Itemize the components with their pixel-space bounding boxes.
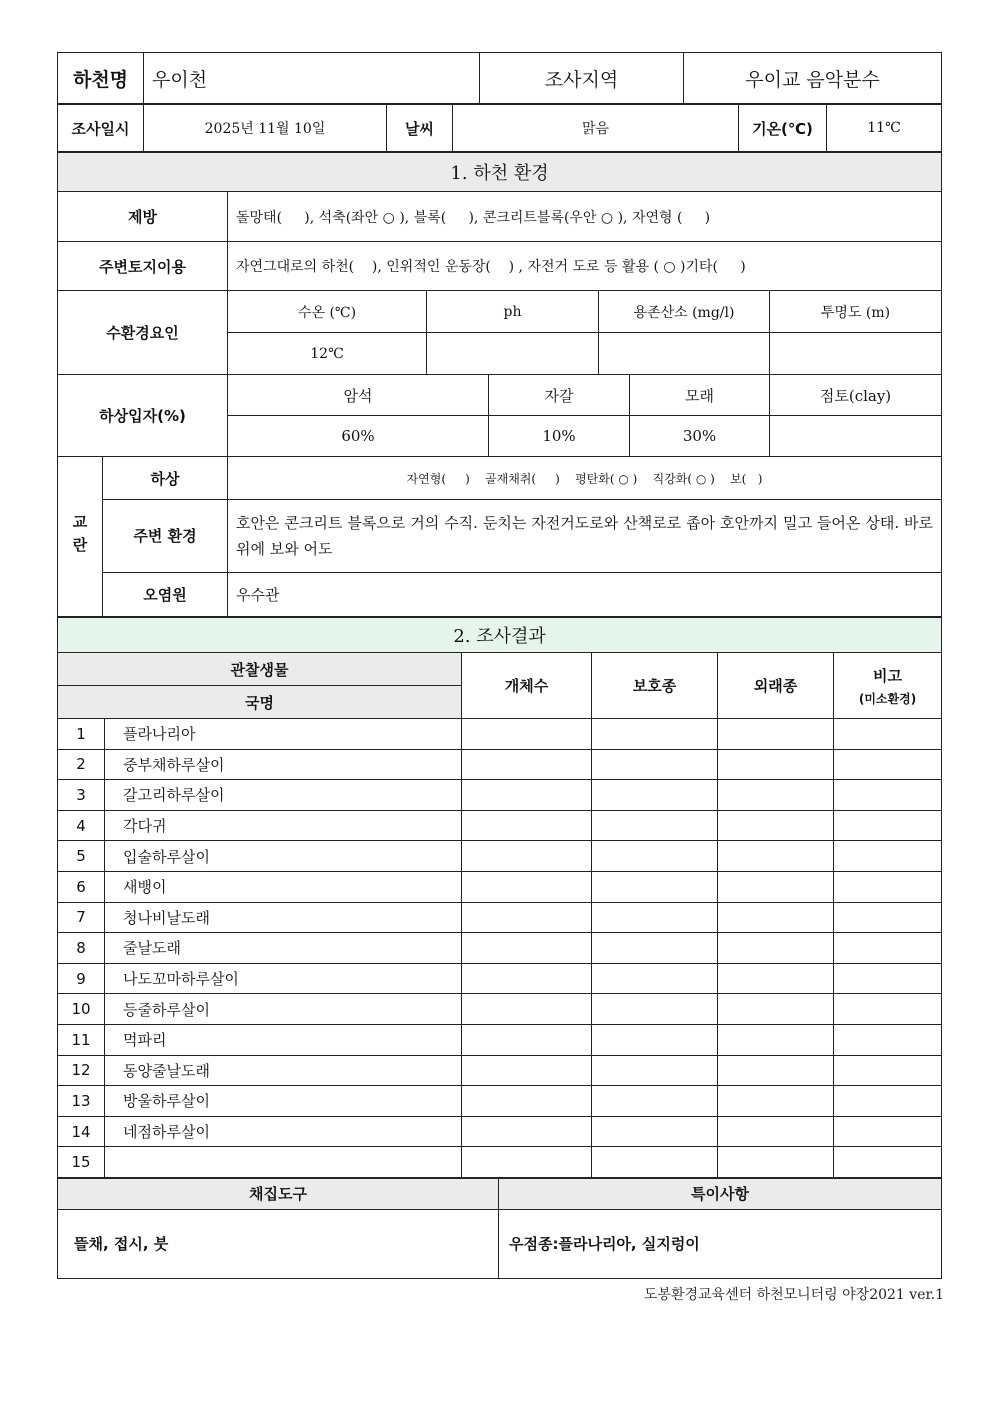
water-value-clarity xyxy=(770,333,942,375)
count-cell xyxy=(462,749,592,780)
row-number: 1 xyxy=(58,719,105,750)
remark-cell xyxy=(834,653,942,719)
water-label: 수환경요인 xyxy=(58,291,228,375)
remark-value-cell xyxy=(834,871,942,902)
pollution-value: 우수관 xyxy=(228,573,942,617)
count-cell xyxy=(462,902,592,933)
remark-value-cell xyxy=(834,780,942,811)
table-row xyxy=(58,871,942,902)
count-cell xyxy=(462,1055,592,1086)
species-name: 동양줄날도래 xyxy=(105,1055,462,1086)
embankment-value: 돌망태( ), 석축(좌안 ○ ), 블록( ), 콘크리트블록(우안 ○ ), 자연형 ( ) xyxy=(228,192,942,242)
invasive-cell xyxy=(718,780,834,811)
species-name: 각다귀 xyxy=(105,810,462,841)
species-name: 새뱅이 xyxy=(105,871,462,902)
tools-value: 뜰채, 접시, 붓 xyxy=(58,1209,499,1278)
table-row xyxy=(58,810,942,841)
tools-label: 채집도구 xyxy=(58,1178,499,1209)
water-header-clarity: 투명도 (m) xyxy=(770,291,942,333)
temp-label: 기온(℃) xyxy=(739,105,827,152)
count-cell xyxy=(462,810,592,841)
remark-value-cell xyxy=(834,963,942,994)
date-table xyxy=(57,104,942,152)
date-label: 조사일시 xyxy=(58,105,144,152)
invasive-cell xyxy=(718,749,834,780)
river-name-value: 우이천 xyxy=(144,53,480,104)
remark-value-cell xyxy=(834,902,942,933)
table-row xyxy=(58,719,942,750)
table-row xyxy=(58,1024,942,1055)
row-number: 12 xyxy=(58,1055,105,1086)
count-cell xyxy=(462,1024,592,1055)
row-number: 3 xyxy=(58,780,105,811)
table-row xyxy=(58,902,942,933)
species-name: 중부채하루살이 xyxy=(105,749,462,780)
substrate-header-gravel: 자갈 xyxy=(489,375,630,416)
header-table xyxy=(57,52,942,104)
row-number: 5 xyxy=(58,841,105,872)
species-name: 네점하루살이 xyxy=(105,1116,462,1147)
species-name xyxy=(105,1147,462,1178)
disturb-label: 교란 xyxy=(58,457,103,617)
water-header-temp: 수온 (℃) xyxy=(228,291,427,333)
survey-sheet xyxy=(57,52,941,1279)
species-name: 나도꼬마하루살이 xyxy=(105,963,462,994)
table-row xyxy=(58,841,942,872)
weather-value: 맑음 xyxy=(453,105,739,152)
area-value: 우이교 음악분수 xyxy=(684,53,942,104)
row-number: 14 xyxy=(58,1116,105,1147)
remark-value-cell xyxy=(834,1147,942,1178)
count-cell xyxy=(462,994,592,1025)
count-cell xyxy=(462,933,592,964)
row-number: 4 xyxy=(58,810,105,841)
row-number: 9 xyxy=(58,963,105,994)
table-row xyxy=(58,749,942,780)
remark-sub: (미소환경) xyxy=(858,691,917,706)
riverbed-label: 하상 xyxy=(103,457,228,500)
surround-value: 호안은 콘크리트 블록으로 거의 수직. 둔치는 자전거도로와 산책로로 좁아 호안까지 밀고 들어온 상태. 바로 위에 보와 어도 xyxy=(228,500,942,573)
water-header-ph: ph xyxy=(427,291,599,333)
count-cell xyxy=(462,1086,592,1117)
row-number: 8 xyxy=(58,933,105,964)
species-name: 방울하루살이 xyxy=(105,1086,462,1117)
row-number: 2 xyxy=(58,749,105,780)
count-cell xyxy=(462,780,592,811)
table-row xyxy=(58,994,942,1025)
row-number: 15 xyxy=(58,1147,105,1178)
substrate-label: 하상입자(%) xyxy=(58,375,228,457)
remark-value-cell xyxy=(834,1024,942,1055)
tools-table xyxy=(57,1178,942,1279)
protected-cell xyxy=(592,1055,718,1086)
invasive-cell xyxy=(718,810,834,841)
table-row xyxy=(58,780,942,811)
water-value-ph xyxy=(427,333,599,375)
remark-value-cell xyxy=(834,719,942,750)
table-row xyxy=(58,1116,942,1147)
invasive-label: 외래종 xyxy=(718,653,834,719)
remark-value-cell xyxy=(834,810,942,841)
section1-title: 1. 하천 환경 xyxy=(58,153,942,192)
remark-label: 비고 xyxy=(873,666,903,685)
remark-value-cell xyxy=(834,841,942,872)
weather-label: 날씨 xyxy=(387,105,453,152)
protected-cell xyxy=(592,1024,718,1055)
count-cell xyxy=(462,1116,592,1147)
species-name: 입술하루살이 xyxy=(105,841,462,872)
remark-value-cell xyxy=(834,1116,942,1147)
protected-cell xyxy=(592,810,718,841)
invasive-cell xyxy=(718,963,834,994)
protected-cell xyxy=(592,933,718,964)
substrate-header-rock: 암석 xyxy=(228,375,489,416)
substrate-value-clay xyxy=(770,416,942,457)
table-row xyxy=(58,933,942,964)
protected-cell xyxy=(592,1116,718,1147)
invasive-cell xyxy=(718,994,834,1025)
species-list xyxy=(58,719,942,1178)
landuse-value: 자연그대로의 하천( ), 인위적인 운동장( ) , 자전거 도로 등 활용 ( ○ )기타( ) xyxy=(228,242,942,291)
invasive-cell xyxy=(718,719,834,750)
substrate-header-sand: 모래 xyxy=(630,375,770,416)
substrate-value-rock: 60% xyxy=(228,416,489,457)
area-label: 조사지역 xyxy=(480,53,684,104)
footer-text: 도봉환경교육센터 하천모니터링 야장2021 ver.1 xyxy=(643,1287,944,1303)
invasive-cell xyxy=(718,841,834,872)
table-row xyxy=(58,1086,942,1117)
invasive-cell xyxy=(718,933,834,964)
embankment-label: 제방 xyxy=(58,192,228,242)
section1-table xyxy=(57,152,942,617)
remark-value-cell xyxy=(834,749,942,780)
river-name-label: 하천명 xyxy=(58,53,144,104)
protected-cell xyxy=(592,749,718,780)
species-name: 등줄하루살이 xyxy=(105,994,462,1025)
invasive-cell xyxy=(718,1116,834,1147)
section2-title: 2. 조사결과 xyxy=(58,618,942,653)
water-value-temp: 12℃ xyxy=(228,333,427,375)
count-cell xyxy=(462,871,592,902)
substrate-header-clay: 점토(clay) xyxy=(770,375,942,416)
pollution-label: 오염원 xyxy=(103,573,228,617)
count-cell xyxy=(462,719,592,750)
species-name: 갈고리하루살이 xyxy=(105,780,462,811)
invasive-cell xyxy=(718,1055,834,1086)
count-cell xyxy=(462,1147,592,1178)
korean-name-label: 국명 xyxy=(58,686,462,719)
substrate-value-gravel: 10% xyxy=(489,416,630,457)
table-row xyxy=(58,1147,942,1178)
count-cell xyxy=(462,963,592,994)
invasive-cell xyxy=(718,1147,834,1178)
protected-cell xyxy=(592,963,718,994)
remark-value-cell xyxy=(834,933,942,964)
protected-cell xyxy=(592,1147,718,1178)
protected-cell xyxy=(592,719,718,750)
water-header-do: 용존산소 (mg/l) xyxy=(599,291,770,333)
invasive-cell xyxy=(718,871,834,902)
remark-value-cell xyxy=(834,1055,942,1086)
landuse-label: 주변토지이용 xyxy=(58,242,228,291)
riverbed-value: 자연형( ) 골재채취( ) 평탄화( ○ ) 직강화( ○ ) 보( ) xyxy=(228,457,942,500)
row-number: 13 xyxy=(58,1086,105,1117)
row-number: 6 xyxy=(58,871,105,902)
temp-value: 11℃ xyxy=(827,105,942,152)
substrate-value-sand: 30% xyxy=(630,416,770,457)
species-name: 줄날도래 xyxy=(105,933,462,964)
species-name: 플라나리아 xyxy=(105,719,462,750)
protected-cell xyxy=(592,871,718,902)
remark-value-cell xyxy=(834,994,942,1025)
protected-cell xyxy=(592,902,718,933)
protected-cell xyxy=(592,994,718,1025)
count-cell xyxy=(462,841,592,872)
section2-table xyxy=(57,617,942,1178)
surround-label: 주변 환경 xyxy=(103,500,228,573)
protected-cell xyxy=(592,780,718,811)
row-number: 7 xyxy=(58,902,105,933)
date-value: 2025년 11월 10일 xyxy=(144,105,387,152)
count-label: 개체수 xyxy=(462,653,592,719)
protected-cell xyxy=(592,841,718,872)
species-name: 먹파리 xyxy=(105,1024,462,1055)
remark-value-cell xyxy=(834,1086,942,1117)
species-name: 청나비날도래 xyxy=(105,902,462,933)
row-number: 10 xyxy=(58,994,105,1025)
protected-cell xyxy=(592,1086,718,1117)
table-row xyxy=(58,1055,942,1086)
water-value-do xyxy=(599,333,770,375)
row-number: 11 xyxy=(58,1024,105,1055)
notes-value: 우점종:플라나리아, 실지렁이 xyxy=(499,1209,942,1278)
table-row xyxy=(58,963,942,994)
invasive-cell xyxy=(718,1086,834,1117)
observed-label: 관찰생물 xyxy=(58,653,462,686)
invasive-cell xyxy=(718,902,834,933)
invasive-cell xyxy=(718,1024,834,1055)
protected-label: 보호종 xyxy=(592,653,718,719)
notes-label: 특이사항 xyxy=(499,1178,942,1209)
